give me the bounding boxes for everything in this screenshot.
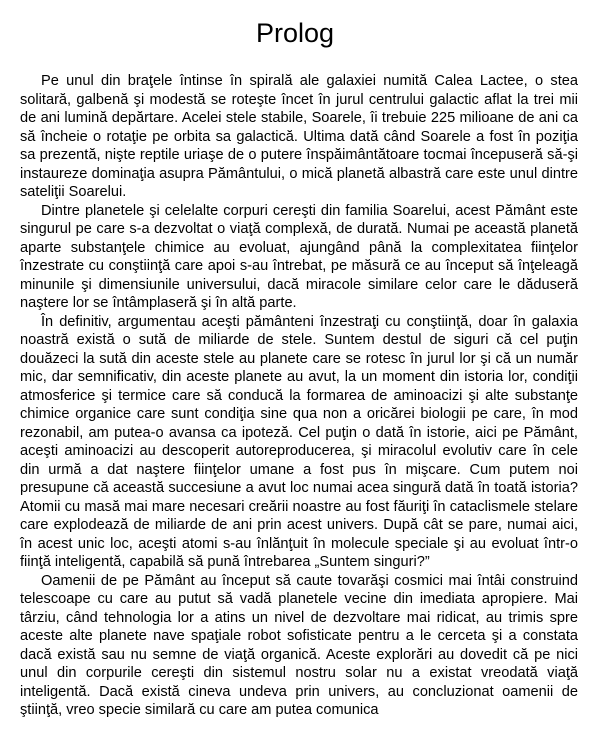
paragraph: În definitiv, argumentau aceşti pământeni înzestraţi cu conştiinţă, doar în galaxia noastră există o sută de miliarde de stele. Suntem destul de siguri că cel puţin douăzeci la sută din aceste stele au planete care se rotesc în jurul lor şi că un număr mic, dar semnificativ, din aceste planete au avut, la un moment din istoria lor, condiţii atmosferice şi termice care să conducă la formarea de aminoacizi şi alte substanţe chimice organice care sunt condiţia sine qua non a oricărei biologii pe care, în mod rezonabil, am putea-o avansa ca ipoteză. Cel puţin o dată în istorie, aici pe Pământ, aceşti aminoacizi au descoperit autoreproducerea, şi miracolul evolutiv care în cele din urmă a dat naştere fiinţelor umane a fost pus în mişcare. Cum putem noi presupune că această succesiune a avut loc numai acea singură dată în toată istoria? Atomii cu masă mai mare necesari creării noastre au fost făuriţi în cataclismele stelare care explodează de miliarde de ani prin acest univers. După cât se pare, numai aici, în acest unic loc, aceşti atomi s-au înlănţuit în molecule speciale şi au evoluat într-o fiinţă inteligentă, capabilă să pună întrebarea „Suntem singuri?” — [20, 313, 578, 570]
body-text — [20, 72, 578, 720]
paragraph: Dintre planetele şi celelalte corpuri cereşti din familia Soarelui, acest Pământ este singurul pe care s-a dezvoltat o viaţă complexă, de durată. Numai pe această planetă aparte substanţele chimice au evoluat, ajungând până la complexitatea fiinţelor înzestrate cu conştiinţă care apoi s-au întrebat, pe măsură ce au început să înţeleagă minunile şi dimensiunile universului, dacă miracole similare celor care le dăduseră naştere lor se întâmplaseră şi în altă parte. — [20, 202, 578, 311]
page-title: Prolog — [255, 18, 335, 48]
paragraph: Oamenii de pe Pământ au început să caute tovarăşi cosmici mai întâi construind telescoape cu care au putut să vadă planetele vecine din imediata apropiere. Mai târziu, când tehnologia lor a atins un nivel de dezvoltare mai ridicat, au trimis spre aceste alte planete nave spaţiale robot sofisticate pentru a le cerceta şi a constata dacă există sau nu semne de viaţă organică. Aceste explorări au dovedit că pe nici unul din corpurile cereşti din sistemul nostru solar nu a existat vreodată viaţă inteligentă. Dacă există cineva undeva prin univers, au concluzionat oamenii de ştiinţă, vreo specie similară cu care am putea comunica — [20, 572, 578, 718]
paragraph: Pe unul din braţele întinse în spirală ale galaxiei numită Calea Lactee, o stea solitară, galbenă şi modestă se roteşte încet în jurul centrului galactic aflat la trei mii de ani lumină depărtare. Acelei stele stabile, Soarele, îi trebuie 225 milioane de ani ca să încheie o rotaţie pe orbita sa galactică. Ultima dată când Soarele a fost în poziţia sa prezentă, nişte reptile uriaşe de o putere înspăimântătoare tocmai începuseră să-şi instaureze dominaţia asupra Pământului, o mică planetă albastră care este unul dintre sateliţii Soarelui. — [20, 73, 578, 200]
